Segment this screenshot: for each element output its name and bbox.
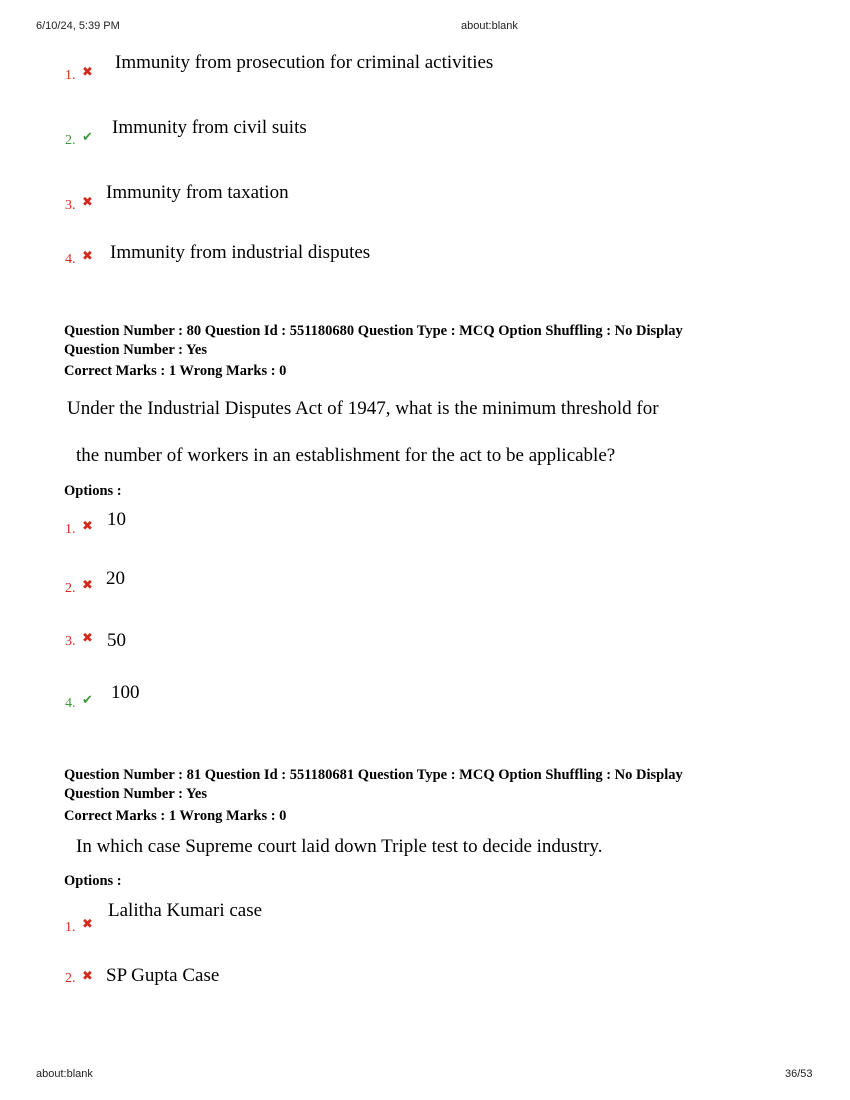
option-text: Immunity from industrial disputes	[110, 242, 371, 263]
q81-meta-line1: Question Number : 81 Question Id : 551180681 Question Type : MCQ Option Shuffling : No Display	[64, 767, 683, 783]
q80-text-line2: the number of workers in an establishment for the act to be applicable?	[76, 445, 616, 466]
option-text: 50	[107, 630, 126, 651]
q80-option-3	[0, 630, 850, 670]
option-number: 2.	[65, 133, 76, 148]
option-text: 20	[106, 568, 125, 589]
q81-option-1	[0, 900, 850, 940]
q80-text-line1: Under the Industrial Disputes Act of 1947, what is the minimum threshold for	[67, 398, 659, 419]
print-header-url: about:blank	[461, 20, 518, 32]
option-text: 100	[111, 682, 140, 703]
prev-option-2	[0, 117, 850, 157]
q80-option-4	[0, 682, 850, 722]
option-number: 2.	[65, 971, 76, 986]
q80-option-1	[0, 509, 850, 549]
option-text: 10	[107, 509, 126, 530]
print-datetime: 6/10/24, 5:39 PM	[36, 20, 120, 32]
q81-text-line1: In which case Supreme court laid down Triple test to decide industry.	[76, 836, 603, 857]
option-number: 1.	[65, 522, 76, 537]
option-text: Immunity from taxation	[106, 182, 289, 203]
option-text: SP Gupta Case	[106, 965, 220, 986]
q80-options-label: Options :	[64, 483, 122, 499]
cross-icon: ✖	[82, 65, 93, 80]
cross-icon: ✖	[82, 249, 93, 264]
page-number: 36/53	[785, 1068, 813, 1080]
option-number: 3.	[65, 634, 76, 649]
cross-icon: ✖	[82, 195, 93, 210]
cross-icon: ✖	[82, 578, 93, 593]
q80-meta-line2: Question Number : Yes	[64, 342, 207, 358]
cross-icon: ✖	[82, 917, 93, 932]
q80-marks: Correct Marks : 1 Wrong Marks : 0	[64, 363, 287, 379]
cross-icon: ✖	[82, 519, 93, 534]
q81-meta-line2: Question Number : Yes	[64, 786, 207, 802]
prev-option-1	[0, 52, 850, 92]
q81-marks: Correct Marks : 1 Wrong Marks : 0	[64, 808, 287, 824]
check-icon: ✔	[82, 130, 93, 145]
option-text: Lalitha Kumari case	[108, 900, 263, 921]
option-text: Immunity from civil suits	[112, 117, 307, 138]
q81-option-2	[0, 965, 850, 1005]
option-text: Immunity from prosecution for criminal activities	[115, 52, 494, 73]
q80-option-2	[0, 568, 850, 608]
print-footer-url: about:blank	[36, 1068, 93, 1080]
q81-options-label: Options :	[64, 873, 122, 889]
cross-icon: ✖	[82, 631, 93, 646]
option-number: 4.	[65, 252, 76, 267]
option-number: 1.	[65, 68, 76, 83]
q80-meta-line1: Question Number : 80 Question Id : 551180680 Question Type : MCQ Option Shuffling : No Display	[64, 323, 683, 339]
option-number: 4.	[65, 696, 76, 711]
option-number: 2.	[65, 581, 76, 596]
prev-option-4	[0, 242, 850, 282]
prev-option-3	[0, 182, 850, 222]
option-number: 3.	[65, 198, 76, 213]
check-icon: ✔	[82, 693, 93, 708]
cross-icon: ✖	[82, 969, 93, 984]
option-number: 1.	[65, 920, 76, 935]
